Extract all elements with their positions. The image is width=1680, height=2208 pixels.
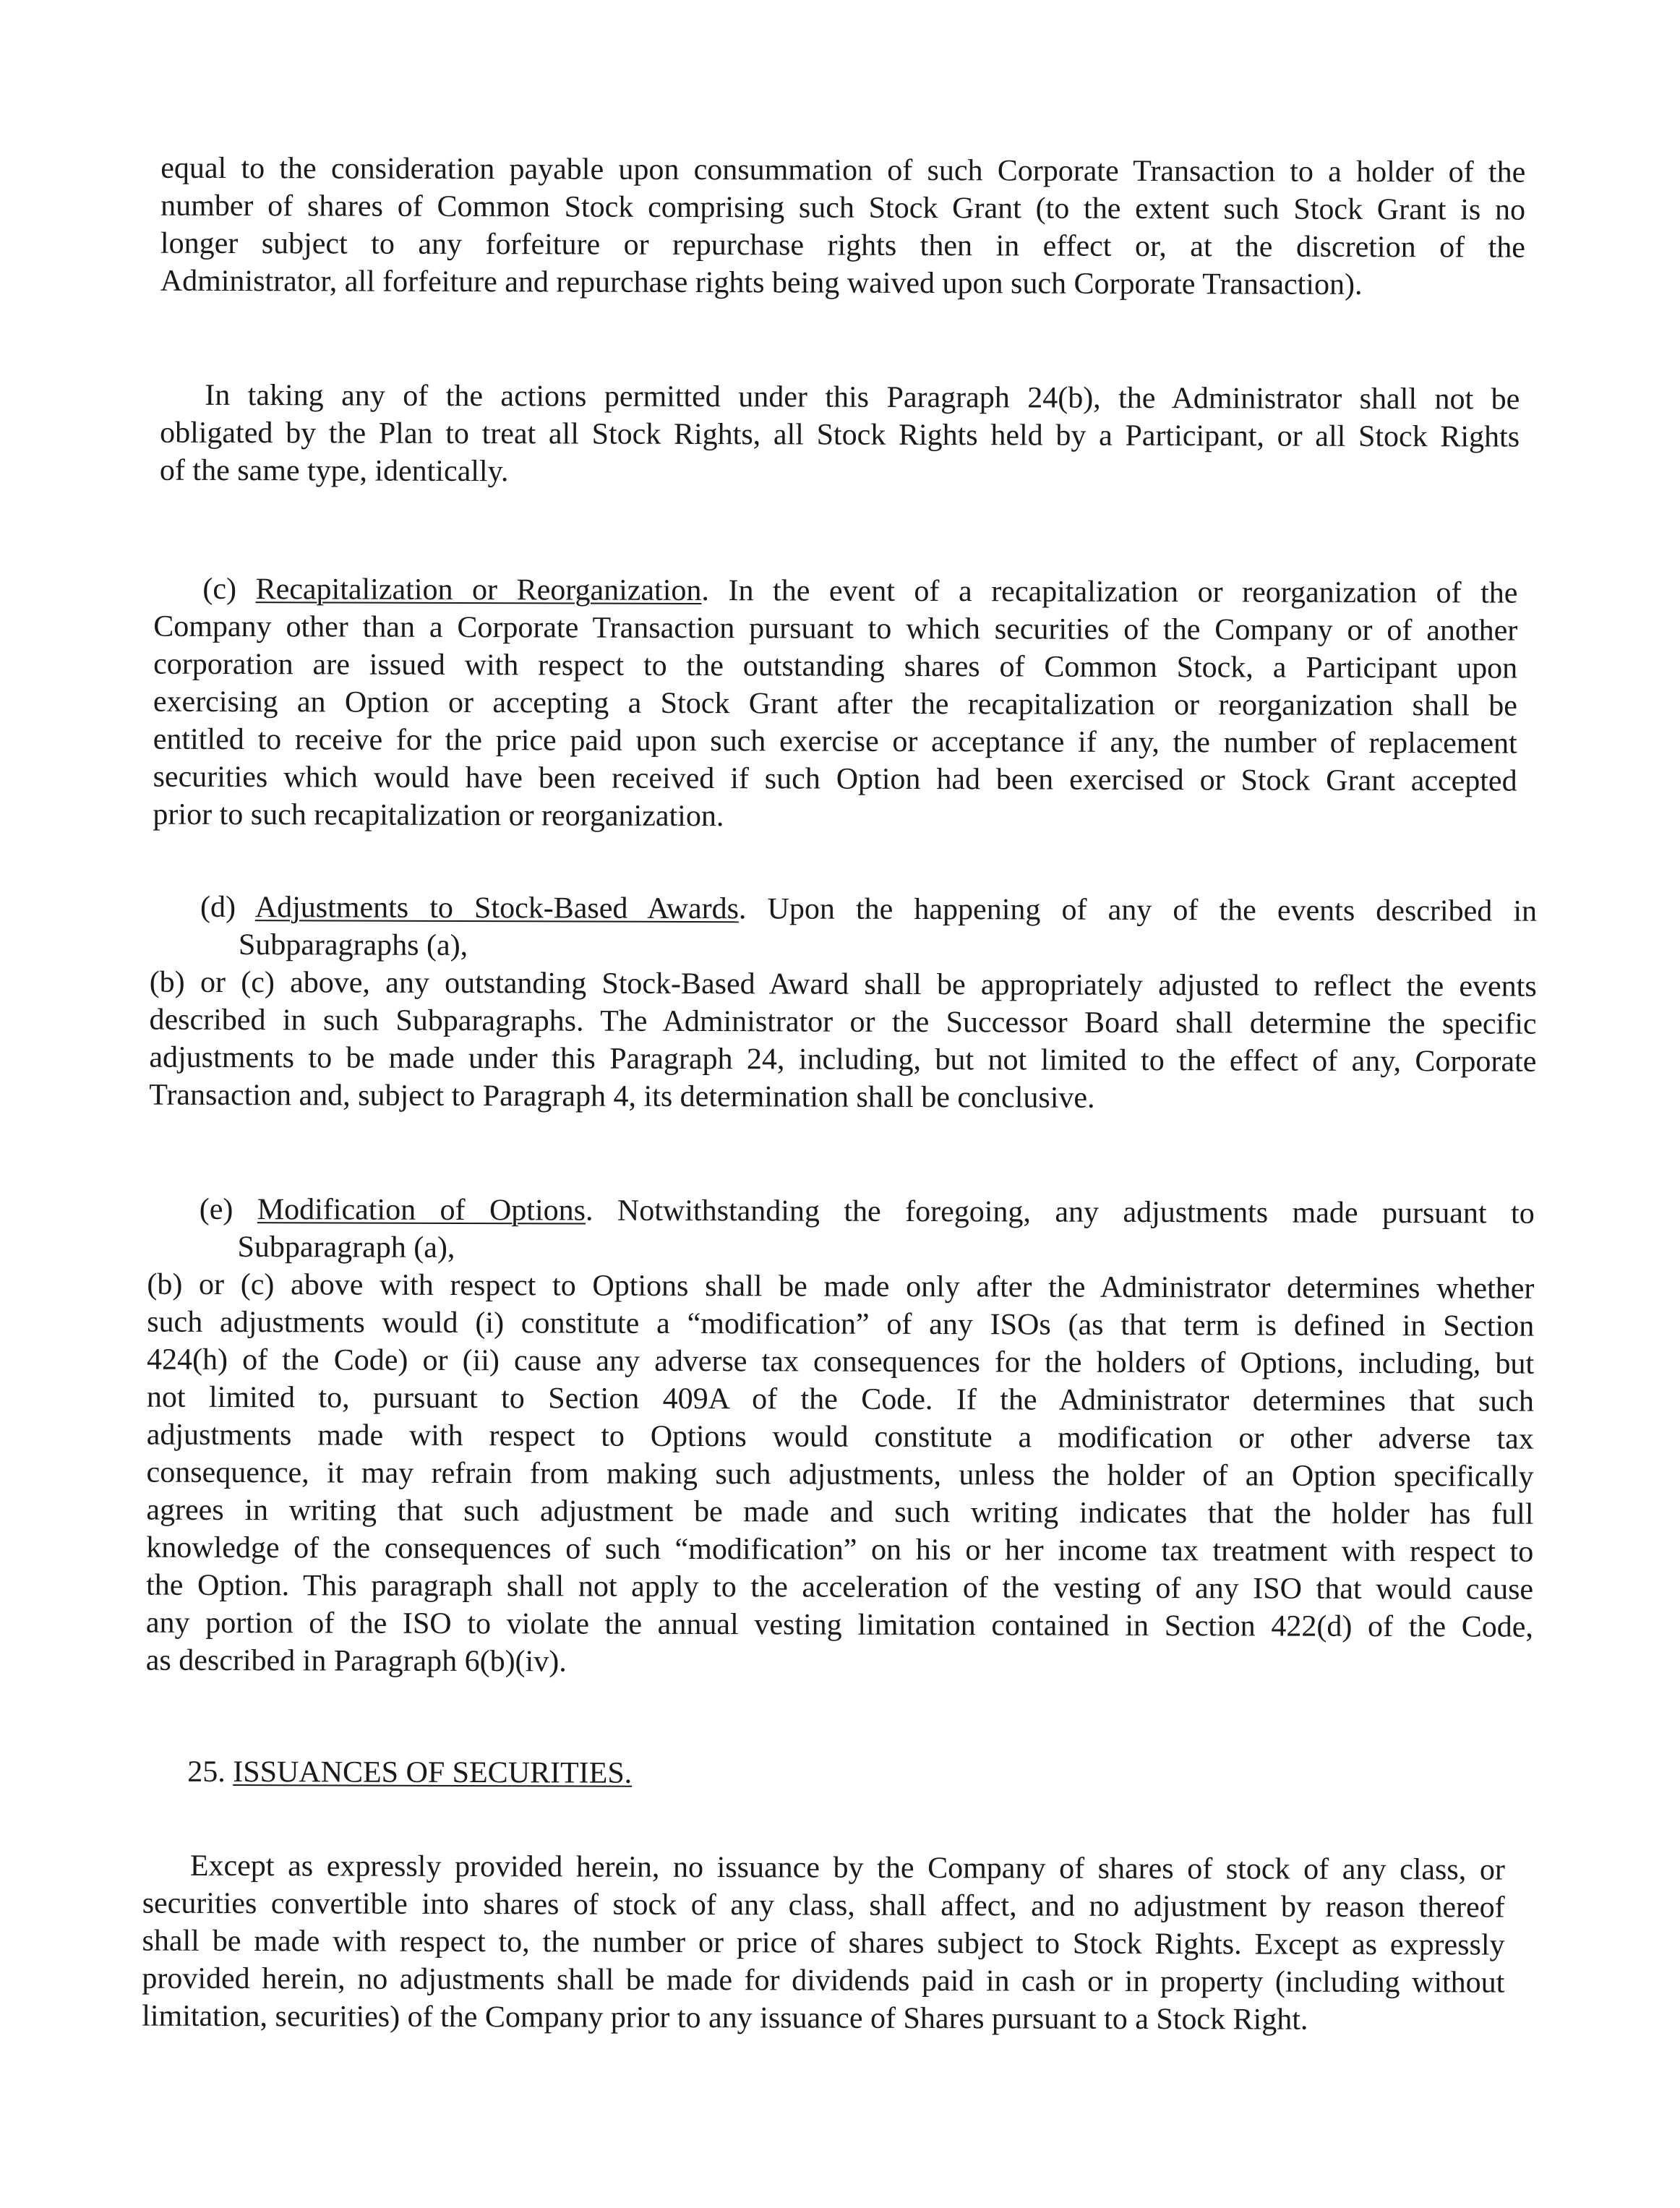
text-line: In taking any of the actions permitted under this Paragraph 24(b), the Administrator shall not be — [205, 377, 1520, 419]
text-line: such adjustments would (i) constitute a “modification” of any ISOs (as that term is defined in Section — [147, 1304, 1534, 1345]
text-line: Subparagraphs (a), — [239, 926, 1537, 968]
text-line: equal to the consideration payable upon consummation of such Corporate Transaction to a holder of the — [160, 150, 1525, 192]
text-line: Except as expressly provided herein, no issuance by the Company of shares of stock of any class, or — [190, 1847, 1505, 1889]
text-line: number of shares of Common Stock comprising such Stock Grant (to the extent such Stock Grant is no — [160, 187, 1525, 229]
text-line: (b) or (c) above with respect to Options shall be made only after the Administrator determines whether — [147, 1266, 1534, 1308]
text-line: as described in Paragraph 6(b)(iv). — [146, 1642, 1533, 1684]
text-line: 424(h) of the Code) or (ii) cause any adverse tax consequences for the holders of Options, including, but — [147, 1341, 1534, 1383]
text-line — [187, 1753, 717, 1792]
text-line: Subparagraph (a), — [238, 1228, 1535, 1270]
underlined-heading: ISSUANCES OF SECURITIES. — [233, 1755, 632, 1790]
text-line — [200, 1191, 1535, 1233]
paragraph-d-adjustments — [149, 889, 1537, 1118]
section-25-heading — [187, 1753, 717, 1792]
text-line: adjustments made with respect to Options would constitute a modification or other adverse tax — [147, 1416, 1534, 1458]
underlined-heading: Modification of Options — [257, 1193, 586, 1227]
text-line: Transaction and, subject to Paragraph 4, its determination shall be conclusive. — [149, 1077, 1536, 1118]
text-line: Administrator, all forfeiture and repurchase rights being waived upon such Corporate Transaction). — [160, 262, 1525, 304]
paragraph-label: (d) — [200, 891, 255, 924]
text-line: shall be made with respect to, the number or price of shares subject to Stock Rights. Except as expressly — [142, 1922, 1504, 1964]
text-line: agrees in writing that such adjustment be made and such writing indicates that the holder has full — [146, 1492, 1533, 1533]
paragraph-label: 25. — [187, 1755, 233, 1789]
underlined-heading: Recapitalization or Reorganization — [256, 573, 702, 607]
paragraph-label: (e) — [200, 1193, 257, 1226]
paragraph-c-recapitalization — [153, 570, 1517, 838]
text-line: prior to such recapitalization or reorganization. — [153, 796, 1517, 838]
paragraph-administrator-discretion — [160, 377, 1520, 494]
paragraph-e-modification — [146, 1191, 1535, 1684]
text-line: adjustments to be made under this Paragraph 24, including, but not limited to the effect of any, Corporate — [149, 1039, 1536, 1081]
text-line: obligated by the Plan to treat all Stock Rights, all Stock Rights held by a Participant, or all Stock Rights — [160, 414, 1520, 456]
text-line: securities which would have been received if such Option had been exercised or Stock Grant accepted — [153, 758, 1517, 800]
paragraph-issuances — [142, 1847, 1505, 2040]
line-text: . Upon the happening of any of the events described in — [739, 892, 1537, 928]
text-line — [200, 889, 1537, 930]
text-line: the Option. This paragraph shall not apply to the acceleration of the vesting of any ISO that would cause — [146, 1567, 1533, 1609]
text-line: (b) or (c) above, any outstanding Stock-Based Award shall be appropriately adjusted to reflect the events — [150, 964, 1537, 1006]
text-line: limitation, securities) of the Company prior to any issuance of Shares pursuant to a Stock Right. — [142, 1998, 1504, 2040]
text-line — [202, 570, 1517, 612]
text-line: not limited to, pursuant to Section 409A of the Code. If the Administrator determines that such — [147, 1379, 1534, 1421]
underlined-heading: Adjustments to Stock-Based Awards — [255, 891, 739, 925]
text-line: any portion of the ISO to violate the annual vesting limitation contained in Section 422(d) of the Code, — [146, 1604, 1533, 1646]
text-line: securities convertible into shares of stock of any class, shall affect, and no adjustment by reason thereof — [142, 1885, 1505, 1927]
text-line: corporation are issued with respect to the outstanding shares of Common Stock, a Participant upon — [153, 646, 1517, 688]
text-line: consequence, it may refrain from making such adjustments, unless the holder of an Option specifically — [147, 1454, 1534, 1496]
text-line: exercising an Option or accepting a Stock Grant after the recapitalization or reorganization shall be — [153, 683, 1517, 725]
text-line: knowledge of the consequences of such “modification” on his or her income tax treatment with respect to — [146, 1529, 1533, 1571]
text-line: provided herein, no adjustments shall be made for dividends paid in cash or in property (including without — [142, 1960, 1504, 2002]
paragraph-label: (c) — [202, 573, 255, 606]
text-line: described in such Subparagraphs. The Administrator or the Successor Board shall determine the specific — [149, 1001, 1536, 1043]
text-line: entitled to receive for the price paid upon such exercise or acceptance if any, the number of replacement — [153, 721, 1517, 763]
paragraph-corporate-transaction-continued — [160, 150, 1526, 304]
line-text: . In the event of a recapitalization or reorganization of the — [701, 574, 1517, 610]
text-line: of the same type, identically. — [160, 452, 1520, 494]
line-text: . Notwithstanding the foregoing, any adjustments made pursuant to — [586, 1194, 1535, 1231]
text-line: longer subject to any forfeiture or repurchase rights then in effect or, at the discretion of the — [160, 225, 1525, 267]
text-line: Company other than a Corporate Transaction pursuant to which securities of the Company or of another — [153, 608, 1517, 650]
